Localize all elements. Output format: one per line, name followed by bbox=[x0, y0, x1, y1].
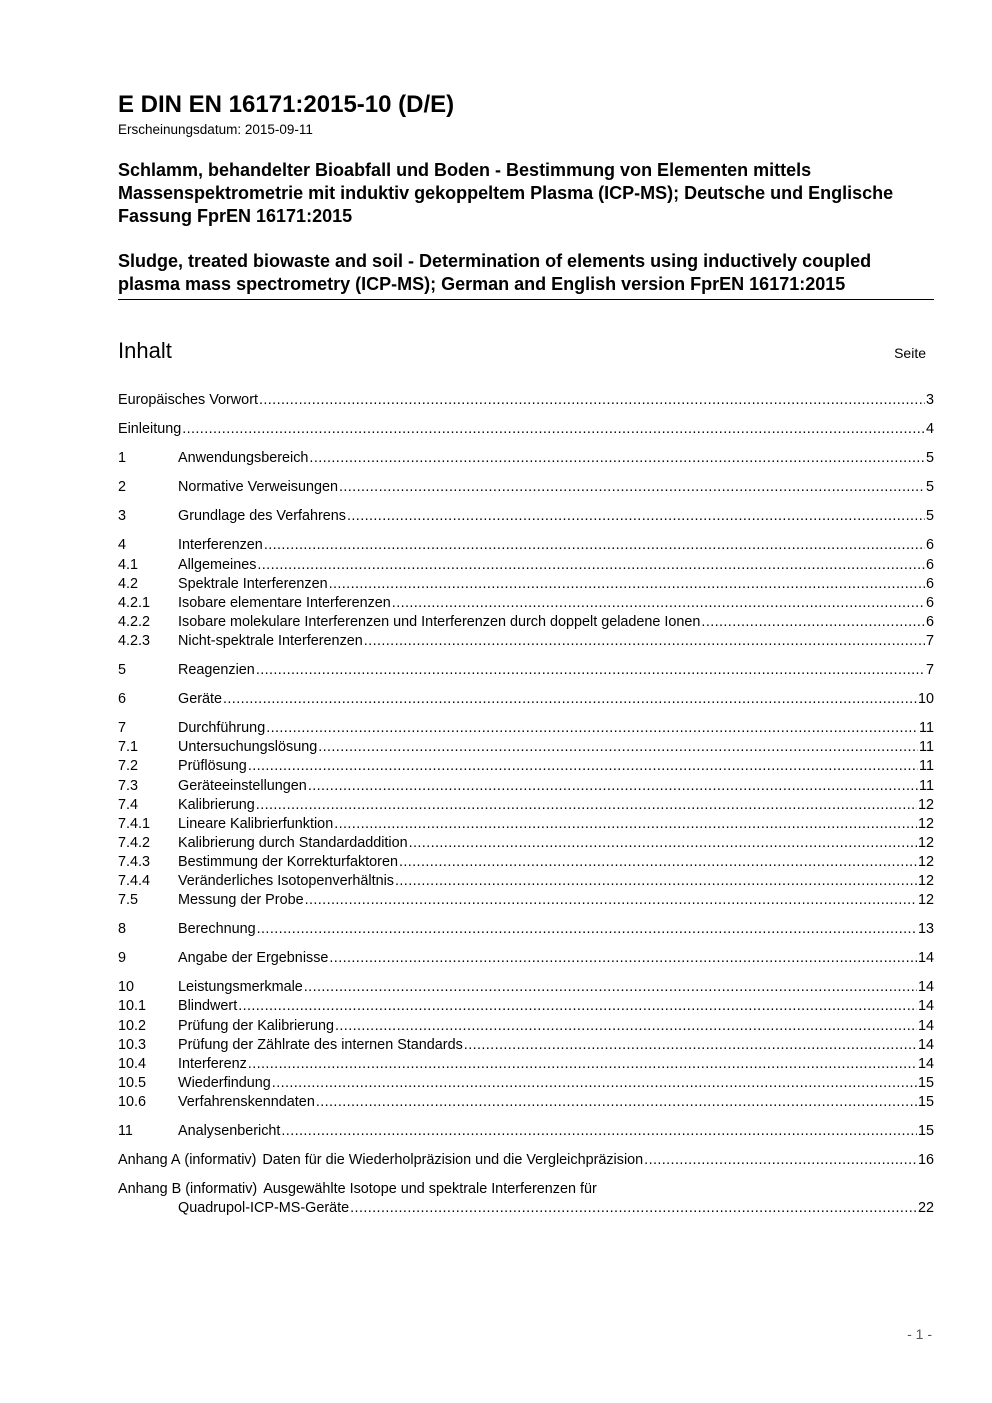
toc-entry-page: 14 bbox=[917, 998, 934, 1015]
toc-dot-leader bbox=[339, 478, 925, 497]
toc-entry-number: 10.5 bbox=[118, 1074, 147, 1091]
toc-entry-label: Ausgewählte Isotope und spektrale Interferenzen für bbox=[263, 1181, 597, 1198]
toc-entry[interactable] bbox=[118, 719, 934, 738]
toc-entry-number: 6 bbox=[118, 691, 127, 708]
toc-entry-label: Isobare molekulare Interferenzen und Interferenzen durch doppelt geladene Ionen bbox=[178, 613, 701, 630]
toc-dot-leader bbox=[329, 949, 917, 968]
toc-dot-leader bbox=[256, 661, 925, 680]
toc-entry-label: Daten für die Wiederholpräzision und die Vergleichpräzision bbox=[262, 1152, 644, 1169]
toc-entry-page: 15 bbox=[917, 1074, 934, 1091]
toc-entry-page: 4 bbox=[925, 421, 934, 438]
toc-entry-number: 4 bbox=[118, 537, 127, 554]
toc-entry-label: Interferenzen bbox=[178, 537, 263, 554]
toc-entry-label: Lineare Kalibrierfunktion bbox=[178, 815, 334, 832]
toc-entry-page: 22 bbox=[917, 1200, 934, 1217]
toc-entry-page: 14 bbox=[917, 1055, 934, 1072]
toc-entry-number: 10.4 bbox=[118, 1055, 147, 1072]
toc-entry-number: 10 bbox=[118, 979, 135, 996]
toc-dot-leader bbox=[257, 556, 925, 575]
toc-entry-page: 6 bbox=[925, 537, 934, 554]
toc-entry-number: 3 bbox=[118, 508, 127, 525]
toc-entry-label: Analysenbericht bbox=[178, 1123, 281, 1139]
toc-entry-number: 4.2.2 bbox=[118, 613, 151, 630]
toc-entry[interactable] bbox=[118, 536, 934, 555]
toc-entry-page: 13 bbox=[917, 921, 934, 938]
toc-entry-label: Bestimmung der Korrekturfaktoren bbox=[178, 853, 398, 870]
toc-dot-leader bbox=[259, 391, 925, 410]
toc-entry-label: Reagenzien bbox=[178, 662, 255, 679]
toc-dot-leader bbox=[409, 834, 917, 853]
toc-entry-page: 14 bbox=[917, 979, 934, 996]
toc-entry[interactable] bbox=[118, 834, 934, 853]
toc-entry-page: 3 bbox=[925, 392, 934, 408]
toc-entry[interactable] bbox=[118, 594, 934, 613]
toc-entry-page: 6 bbox=[925, 556, 934, 573]
toc-header bbox=[118, 338, 934, 368]
toc-entry-label: Europäisches Vorwort bbox=[118, 392, 258, 408]
toc-page-column-label: Seite bbox=[894, 345, 926, 361]
toc-entry-number: 7.3 bbox=[118, 777, 139, 794]
toc-entry-label: Durchführung bbox=[178, 720, 266, 737]
toc-entry-label: Messung der Probe bbox=[178, 892, 304, 909]
toc-entry-page: 11 bbox=[919, 739, 934, 756]
toc-entry-number: 7.4.1 bbox=[118, 815, 151, 832]
toc-entry-page: 7 bbox=[925, 662, 934, 679]
toc-entry[interactable] bbox=[118, 891, 934, 910]
toc-entry[interactable] bbox=[118, 632, 934, 651]
toc-dot-leader bbox=[399, 853, 917, 872]
toc-entry-label: Blindwert bbox=[178, 998, 238, 1015]
toc-entry-number: 10.1 bbox=[118, 998, 147, 1015]
toc-entry[interactable] bbox=[118, 420, 934, 439]
toc-entry-number: 2 bbox=[118, 479, 127, 496]
toc-entry[interactable] bbox=[118, 1093, 934, 1112]
toc-entry-number: 1 bbox=[118, 450, 127, 467]
toc-entry[interactable] bbox=[118, 777, 934, 796]
toc-entry-page: 5 bbox=[925, 479, 934, 496]
toc-entry-label: Leistungsmerkmale bbox=[178, 979, 303, 996]
table-of-contents bbox=[118, 391, 934, 1218]
toc-dot-leader bbox=[701, 613, 925, 632]
toc-dot-leader bbox=[329, 575, 925, 594]
toc-dot-leader bbox=[248, 757, 918, 776]
publication-date: Erscheinungsdatum: 2015-09-11 bbox=[118, 122, 313, 137]
toc-entry[interactable] bbox=[118, 853, 934, 872]
toc-entry-label: Prüfung der Kalibrierung bbox=[178, 1017, 334, 1034]
toc-entry-page: 12 bbox=[917, 872, 934, 889]
toc-entry-annex-a[interactable] bbox=[118, 1151, 934, 1170]
toc-entry-number: 7 bbox=[118, 720, 127, 737]
toc-entry-label: Prüfung der Zählrate des internen Standards bbox=[178, 1036, 463, 1053]
toc-entry-page: 6 bbox=[925, 613, 934, 630]
toc-entry-page: 11 bbox=[919, 720, 934, 737]
toc-entry[interactable] bbox=[118, 661, 934, 680]
toc-entry-number: 4.2.1 bbox=[118, 594, 151, 611]
toc-dot-leader bbox=[281, 1122, 917, 1141]
title-divider bbox=[118, 299, 934, 300]
toc-entry[interactable] bbox=[118, 949, 934, 968]
toc-entry-number: 10.6 bbox=[118, 1093, 147, 1110]
toc-entry-label: Quadrupol-ICP-MS-Geräte bbox=[178, 1200, 350, 1217]
toc-entry[interactable] bbox=[118, 1055, 934, 1074]
toc-dot-leader bbox=[305, 891, 917, 910]
toc-dot-leader bbox=[392, 594, 925, 613]
toc-dot-leader bbox=[334, 815, 917, 834]
toc-entry-label: Interferenz bbox=[178, 1055, 247, 1072]
toc-dot-leader bbox=[644, 1151, 917, 1170]
document-id: E DIN EN 16171:2015-10 (D/E) bbox=[118, 91, 455, 118]
annex-informativ: (informativ) bbox=[185, 1181, 258, 1198]
toc-entry-label: Geräteeinstellungen bbox=[178, 777, 307, 794]
toc-entry-page: 6 bbox=[925, 594, 934, 611]
toc-dot-leader bbox=[350, 1199, 917, 1218]
toc-entry-number: 8 bbox=[118, 921, 127, 938]
toc-dot-leader bbox=[248, 1055, 917, 1074]
toc-dot-leader bbox=[395, 872, 917, 891]
toc-entry[interactable] bbox=[118, 920, 934, 939]
toc-entry-number: 11 bbox=[118, 1123, 133, 1139]
toc-entry-number: 4.1 bbox=[118, 556, 139, 573]
toc-dot-leader bbox=[316, 1093, 917, 1112]
toc-entry-page: 12 bbox=[917, 892, 934, 909]
toc-entry[interactable] bbox=[118, 1036, 934, 1055]
toc-entry[interactable] bbox=[118, 449, 934, 468]
toc-entry-page: 15 bbox=[917, 1093, 934, 1110]
toc-entry-number: 9 bbox=[118, 950, 127, 967]
toc-entry-label: Angabe der Ergebnisse bbox=[178, 950, 329, 967]
toc-entry-number: 7.1 bbox=[118, 739, 139, 756]
toc-entry[interactable] bbox=[118, 738, 934, 757]
toc-entry-number: 10.3 bbox=[118, 1036, 147, 1053]
toc-entry-label: Kalibrierung bbox=[178, 796, 255, 813]
toc-entry-number: 4.2 bbox=[118, 575, 139, 592]
toc-entry-label: Geräte bbox=[178, 691, 222, 708]
toc-title: Inhalt bbox=[118, 338, 172, 363]
toc-entry-number: 4.2.3 bbox=[118, 632, 151, 649]
toc-entry-label: Allgemeines bbox=[178, 556, 257, 573]
toc-dot-leader bbox=[182, 420, 925, 439]
toc-entry-number: 7.2 bbox=[118, 758, 139, 775]
toc-entry-number: 10.2 bbox=[118, 1017, 147, 1034]
toc-entry-page: 5 bbox=[925, 450, 934, 467]
toc-entry[interactable] bbox=[118, 507, 934, 526]
toc-dot-leader bbox=[264, 536, 925, 555]
toc-entry[interactable] bbox=[118, 575, 934, 594]
document-page bbox=[118, 90, 934, 1218]
toc-dot-leader bbox=[304, 978, 917, 997]
toc-entry-label: Berechnung bbox=[178, 921, 256, 938]
toc-entry[interactable] bbox=[118, 1122, 934, 1141]
toc-entry-number: 7.5 bbox=[118, 892, 139, 909]
toc-dot-leader bbox=[238, 997, 917, 1016]
toc-entry-annex-b[interactable] bbox=[118, 1180, 934, 1199]
toc-entry[interactable] bbox=[118, 815, 934, 834]
toc-entry-page: 12 bbox=[917, 834, 934, 851]
toc-entry-label: Spektrale Interferenzen bbox=[178, 575, 328, 592]
toc-entry-label: Isobare elementare Interferenzen bbox=[178, 594, 391, 611]
toc-entry-page: 14 bbox=[917, 1036, 934, 1053]
toc-entry[interactable] bbox=[118, 690, 934, 709]
toc-entry-label: Prüflösung bbox=[178, 758, 247, 775]
toc-dot-leader bbox=[364, 632, 925, 651]
toc-entry-page: 5 bbox=[925, 508, 934, 525]
toc-dot-leader bbox=[272, 1074, 917, 1093]
toc-dot-leader bbox=[309, 449, 925, 468]
toc-entry-page: 11 bbox=[919, 777, 934, 794]
toc-entry[interactable] bbox=[118, 872, 934, 891]
toc-entry[interactable] bbox=[118, 978, 934, 997]
toc-entry[interactable] bbox=[118, 478, 934, 497]
annex-prefix: Anhang B bbox=[118, 1181, 182, 1198]
toc-entry[interactable] bbox=[118, 796, 934, 815]
toc-dot-leader bbox=[256, 796, 917, 815]
toc-entry[interactable] bbox=[118, 391, 934, 410]
toc-entry-page: 7 bbox=[925, 632, 934, 649]
toc-dot-leader bbox=[308, 777, 918, 796]
toc-entry-number: 7.4 bbox=[118, 796, 139, 813]
toc-entry-page: 14 bbox=[917, 950, 934, 967]
toc-entry-page: 14 bbox=[917, 1017, 934, 1034]
toc-dot-leader bbox=[335, 1017, 917, 1036]
toc-entry-label: Normative Verweisungen bbox=[178, 479, 338, 496]
toc-entry[interactable] bbox=[118, 1074, 934, 1093]
toc-entry-page: 12 bbox=[917, 815, 934, 832]
toc-dot-leader bbox=[464, 1036, 917, 1055]
toc-entry[interactable] bbox=[118, 613, 934, 632]
toc-dot-leader bbox=[318, 738, 918, 757]
toc-entry-label: Untersuchungslösung bbox=[178, 739, 318, 756]
toc-entry-label: Nicht-spektrale Interferenzen bbox=[178, 632, 363, 649]
toc-entry-number: 7.4.4 bbox=[118, 872, 151, 889]
toc-entry[interactable] bbox=[118, 757, 934, 776]
toc-dot-leader bbox=[257, 920, 917, 939]
toc-entry-number: 5 bbox=[118, 662, 127, 679]
toc-entry-label: Grundlage des Verfahrens bbox=[178, 508, 347, 525]
toc-dot-leader bbox=[266, 719, 918, 738]
toc-entry[interactable] bbox=[118, 997, 934, 1016]
toc-entry[interactable] bbox=[118, 556, 934, 575]
toc-entry-number: 7.4.3 bbox=[118, 853, 151, 870]
page-number: - 1 - bbox=[907, 1326, 932, 1342]
title-german: Schlamm, behandelter Bioabfall und Boden - Bestimmung von Elementen mittels Massenspektrometrie mit induktiv gekoppeltem Plasma (ICP-MS); Deutsche und Englische Fassung FprEN 16171:2015 bbox=[118, 160, 894, 226]
toc-entry-label: Einleitung bbox=[118, 421, 182, 438]
toc-entry-page: 10 bbox=[917, 691, 934, 708]
toc-entry-page: 16 bbox=[917, 1152, 934, 1169]
toc-entry-label: Wiederfindung bbox=[178, 1074, 271, 1091]
toc-entry-number: 7.4.2 bbox=[118, 834, 151, 851]
toc-entry-page: 12 bbox=[917, 853, 934, 870]
toc-entry-label: Kalibrierung durch Standardaddition bbox=[178, 834, 408, 851]
toc-entry-page: 15 bbox=[917, 1123, 934, 1139]
toc-dot-leader bbox=[347, 507, 925, 526]
annex-prefix: Anhang A bbox=[118, 1152, 181, 1169]
title-english: Sludge, treated biowaste and soil - Determination of elements using inductively coupled plasma mass spectrometry (ICP-MS); German and English version FprEN 16171:2015 bbox=[118, 251, 872, 294]
toc-dot-leader bbox=[223, 690, 917, 709]
toc-entry-page: 6 bbox=[925, 575, 934, 592]
toc-entry-label: Verfahrenskenndaten bbox=[178, 1093, 315, 1110]
toc-entry-label: Anwendungsbereich bbox=[178, 450, 309, 467]
toc-entry-page: 11 bbox=[919, 758, 934, 775]
toc-entry-annex-b-continued[interactable] bbox=[118, 1199, 934, 1218]
annex-informativ: (informativ) bbox=[184, 1152, 257, 1169]
toc-entry-label: Veränderliches Isotopenverhältnis bbox=[178, 872, 394, 889]
toc-entry[interactable] bbox=[118, 1017, 934, 1036]
toc-entry-page: 12 bbox=[917, 796, 934, 813]
